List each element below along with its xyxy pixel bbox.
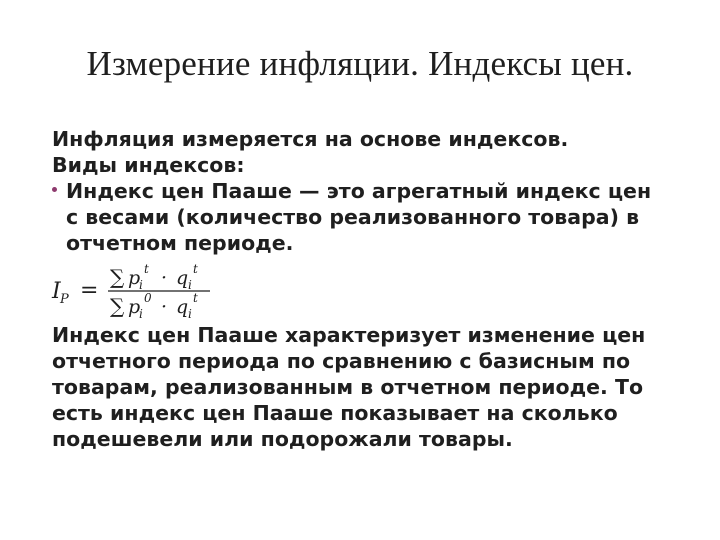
formula-graphic (52, 258, 252, 320)
formula-denominator-p-sub: i (139, 307, 143, 321)
bullet-paasche-definition (52, 178, 677, 256)
formula-denominator-p: p (128, 296, 141, 318)
formula-numerator-dot: · (161, 267, 168, 289)
intro-line-2: Виды индексов: (52, 153, 245, 177)
slide-title: Измерение инфляции. Индексы цен. (86, 44, 634, 83)
formula-equals: = (80, 278, 99, 303)
formula-denominator-p-sup: 0 (144, 291, 152, 305)
intro-line-1: Инфляция измеряется на основе индексов. (52, 127, 569, 151)
formula-numerator-q-sub: i (188, 278, 192, 292)
formula-numerator-p: p (128, 267, 141, 289)
formula-denominator-sum: ∑ (110, 294, 125, 318)
paasche-formula (52, 258, 677, 320)
bullet-dot-icon (52, 187, 57, 192)
formula-lhs-subscript: P (60, 292, 69, 307)
slide-content (52, 126, 677, 452)
paragraph-line-3: товарам, реализованным в отчетном периоде. То (52, 375, 644, 399)
formula-numerator-p-sup: t (144, 262, 149, 276)
formula-denominator-q-sub: i (188, 307, 192, 321)
formula-denominator-q-sup: t (193, 291, 198, 305)
formula-denominator-q: q (176, 296, 189, 318)
bullet-line-3: отчетном периоде. (66, 231, 294, 255)
paragraph-line-2: отчетного периода по сравнению с базисным по (52, 349, 631, 373)
formula-denominator-dot: · (161, 296, 168, 318)
formula-lhs-symbol: I (52, 279, 61, 304)
paragraph-line-5: подешевели или подорожали товары. (52, 427, 513, 451)
bullet-line-1: Индекс цен Пааше — это агрегатный индекс цен (66, 179, 652, 203)
formula-numerator-sum: ∑ (110, 265, 125, 289)
bullet-line-2: с весами (количество реализованного товара) в (66, 205, 640, 229)
paragraph-line-1: Индекс цен Пааше характеризует изменение цен (52, 323, 646, 347)
formula-numerator-q: q (176, 267, 189, 289)
paragraph-line-4: есть индекс цен Пааше показывает на сколько (52, 401, 618, 425)
formula-numerator-q-sup: t (193, 262, 198, 276)
formula-numerator-p-sub: i (139, 278, 143, 292)
